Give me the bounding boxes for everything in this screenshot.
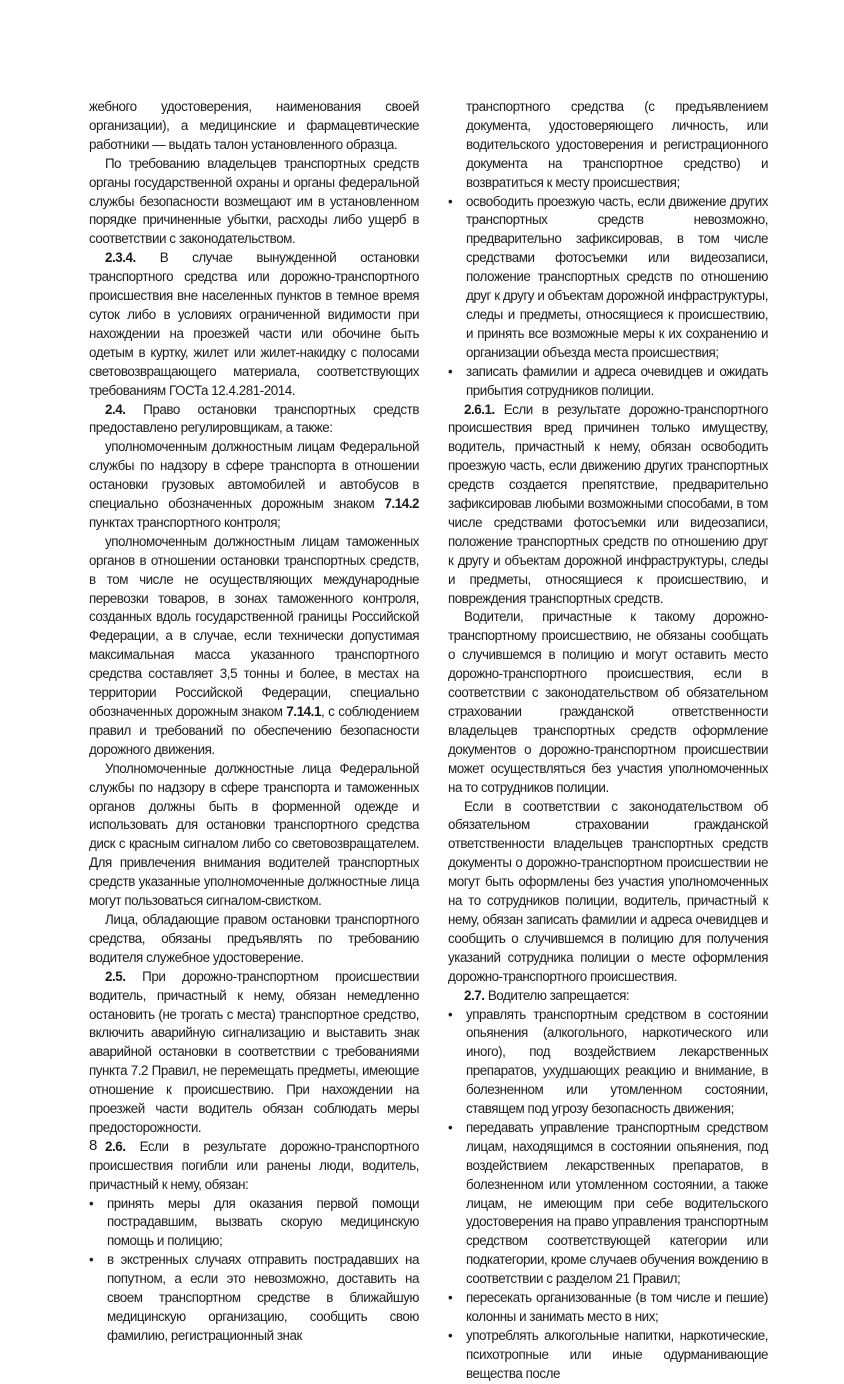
- paragraph: [89, 1138, 419, 1195]
- page-number: 8: [89, 1137, 97, 1154]
- paragraph-text: употреблять алкогольные напитки, наркотические, психотропные или иные одурманивающие вещества после: [466, 1327, 768, 1381]
- paragraph-text: управлять транспортным средством в состоянии опьянения (алкогольного, наркотического или иного), под воздействием лекарственных препаратов, ухудшающих реакцию и внимание, в болезненном или утомленном состоянии, ставящем под угрозу безопасность движения;: [466, 1006, 768, 1117]
- bullet-item: [448, 1006, 768, 1119]
- paragraph-text: Водители, причастные к такому дорожно-транспортному происшествию, не обязаны сообщать о случившемся в полицию и могут оставить место дорожно-транспортного происшествия, если в соответствии с законодательством об обязательном страховании гражданской ответственности владельцев транспортных средств оформление документов о дорожно-транспортном происшествии может осуществляться без участия уполномоченных на то сотрудников полиции.: [448, 609, 768, 795]
- paragraph-text: записать фамилии и адреса очевидцев и ожидать прибытия сотрудников полиции.: [466, 363, 768, 398]
- section-number: 2.7.: [464, 987, 485, 1003]
- paragraph-text: В случае вынужденной остановки транспортного средства или дорожно-транспортного происшествия вне населенных пунктов в темное время суток либо в условиях ограниченной видимости при нахождении на проезжей части или обочине быть одетым в куртку, жилет или жилет-накидку с полосами световозвращающего материала, соответствующих требованиям ГОСТа 12.4.281-2014.: [89, 250, 419, 398]
- paragraph-text: в экстренных случаях отправить пострадавших на попутном, а если это невозможно, доставить на своем транспортном средстве в ближайшую медицинскую организацию, сообщить свою фамилию, регистрационный знак: [107, 1252, 419, 1343]
- paragraph-text: По требованию владельцев транспортных средств органы государственной охраны и органы федеральной службы безопасности возмещают им в установленном порядке причиненные убытки, расходы либо ущерб в соответствии с законодательством.: [89, 155, 419, 247]
- paragraph-text: Если в результате дорожно-транспортного происшествия погибли или ранены люди, водитель, причастный к нему, обязан:: [89, 1138, 419, 1192]
- paragraph-text: Лица, обладающие правом остановки транспортного средства, обязаны предъявлять по требованию водителя служебное удостоверение.: [89, 911, 419, 965]
- paragraph: [89, 155, 419, 250]
- section-number: 2.3.4.: [105, 250, 136, 266]
- paragraph: [89, 249, 419, 400]
- right-column: [448, 98, 768, 1384]
- section-number: 2.4.: [105, 401, 126, 417]
- bullet-item: [89, 1195, 419, 1252]
- paragraph: [448, 987, 768, 1006]
- paragraph-text: , с соблюдением правил и требований по обеспечению безопасности дорожного движения.: [89, 704, 419, 757]
- paragraph-text: Право остановки транспортных средств предоставлено регулировщикам, а также:: [89, 401, 419, 436]
- paragraph-text: Если в соответствии с законодательством об обязательном страховании гражданской ответственности владельцев транспортных средств документы о дорожно-транспортном происшествии не могут быть оформлены без участия уполномоченных на то сотрудников полиции, водитель, причастный к нему, обязан записать фамилии и адреса очевидцев и сообщить о случившемся в полицию для получения указаний сотрудника полиции о месте оформления дорожно-транспортного происшествия.: [448, 798, 768, 984]
- paragraph-text: освободить проезжую часть, если движение других транспортных средств невозможно, предварительно зафиксировав, в том числе средствами фотосъемки или видеозаписи, положение транспортных средств по отношению друг к другу и объектам дорожной инфраструктуры, следы и предметы, относящиеся к происшествию, и принять все возможные меры к их сохранению и организации объезда места происшествия;: [466, 193, 768, 360]
- bullet-item: [448, 1289, 768, 1327]
- paragraph: [89, 760, 419, 911]
- paragraph-text: уполномоченным должностным лицам таможенных органов в отношении остановки транспортных средств, в том числе не осуществляющих международные перевозки товаров, в зонах таможенного контроля, созданных вдоль государственной границы Российской Федерации, а в случае, если технически допустимая максимальная масса указанного транспортного средства составляет 3,5 тонны и более, в местах на территории Российской Федерации, специально обозначенных дорожным знаком: [89, 533, 419, 719]
- section-number: 2.6.1.: [464, 401, 495, 417]
- paragraph-text: При дорожно-транспортном происшествии водитель, причастный к нему, обязан немедленно остановить (не трогать с места) транспортное средство, включить аварийную сигнализацию и выставить знак аварийной остановки в соответствии с требованиями пункта 7.2 Правил, не перемещать предметы, имеющие отношение к происшествию. При нахождении на проезжей части водитель обязан соблюдать меры предосторожности.: [89, 968, 419, 1135]
- paragraph-text: передавать управление транспортным средством лицам, находящимся в состоянии опьянения, под воздействием лекарственных препаратов, в болезненном или утомленном состоянии, а также лицам, не имеющим при себе водительского удостоверения на право управления транспортным средством соответствующей категории или подкатегории, кроме случаев обучения вождению в соответствии с разделом 21 Правил;: [466, 1119, 768, 1287]
- paragraph: [89, 438, 419, 533]
- paragraph-text: Если в результате дорожно-транспортного происшествия вред причинен только имуществу, водитель, причастный к нему, обязан освободить проезжую часть, если движению других транспортных средств создается препятствие, предварительно зафиксировав любыми возможными способами, в том числе средствами фотосъемки или видеозаписи, положение транспортных средств по отношению друг к другу и объектам дорожной инфраструктуры, следы и предметы, относящиеся к происшествию, и повреждения транспортных средств.: [448, 401, 768, 606]
- paragraph: [448, 401, 768, 609]
- paragraph-text: пунктах транспортного контроля;: [89, 514, 281, 530]
- paragraph: [89, 401, 419, 439]
- paragraph: [448, 608, 768, 797]
- paragraph: [89, 911, 419, 968]
- paragraph: [89, 98, 419, 155]
- paragraph-text: жебного удостоверения, наименования своей организации), а медицинские и фармацевтические работники — выдать талон установленного образца.: [89, 99, 419, 152]
- paragraph-text: принять меры для оказания первой помощи пострадавшим, вызвать скорую медицинскую помощь и полицию;: [107, 1195, 419, 1249]
- bullet-item: [448, 193, 768, 363]
- road-sign-reference: 7.14.1: [286, 704, 321, 719]
- paragraph: [89, 968, 419, 1138]
- paragraph-text: Водителю запрещается:: [484, 987, 630, 1003]
- road-sign-reference: 7.14.2: [384, 496, 419, 512]
- paragraph-text: Уполномоченные должностные лица Федеральной службы по надзору в сфере транспорта и таможенных органов должны быть в форменной одежде и использовать для остановки транспортного средства диск с красным сигналом либо со световозвращателем. Для привлечения внимания водителей транспортных средств указанные уполномоченные должностные лица могут пользоваться сигналом-свистком.: [89, 760, 419, 909]
- paragraph: [448, 798, 768, 987]
- bullet-item: [448, 1327, 768, 1384]
- section-number: 2.5.: [105, 968, 126, 984]
- paragraph: [89, 533, 419, 760]
- section-number: 2.6.: [105, 1138, 126, 1154]
- left-column: [89, 98, 419, 1346]
- bullet-item: [89, 1251, 419, 1346]
- paragraph-text: пересекать организованные (в том числе и пешие) колонны и занимать место в них;: [466, 1290, 768, 1324]
- bullet-item: [448, 363, 768, 401]
- paragraph-text: транспортного средства (с предъявлением документа, удостоверяющего личность, или водительского удостоверения и регистрационного документа на транспортное средство) и возвратиться к месту происшествия;: [466, 99, 768, 190]
- bullet-item: [448, 1119, 768, 1289]
- paragraph-text: уполномоченным должностным лицам Федеральной службы по надзору в сфере транспорта в отношении остановки грузовых автомобилей и автобусов в специально обозначенных дорожным знаком: [89, 439, 419, 512]
- bullet-continuation: [448, 98, 768, 193]
